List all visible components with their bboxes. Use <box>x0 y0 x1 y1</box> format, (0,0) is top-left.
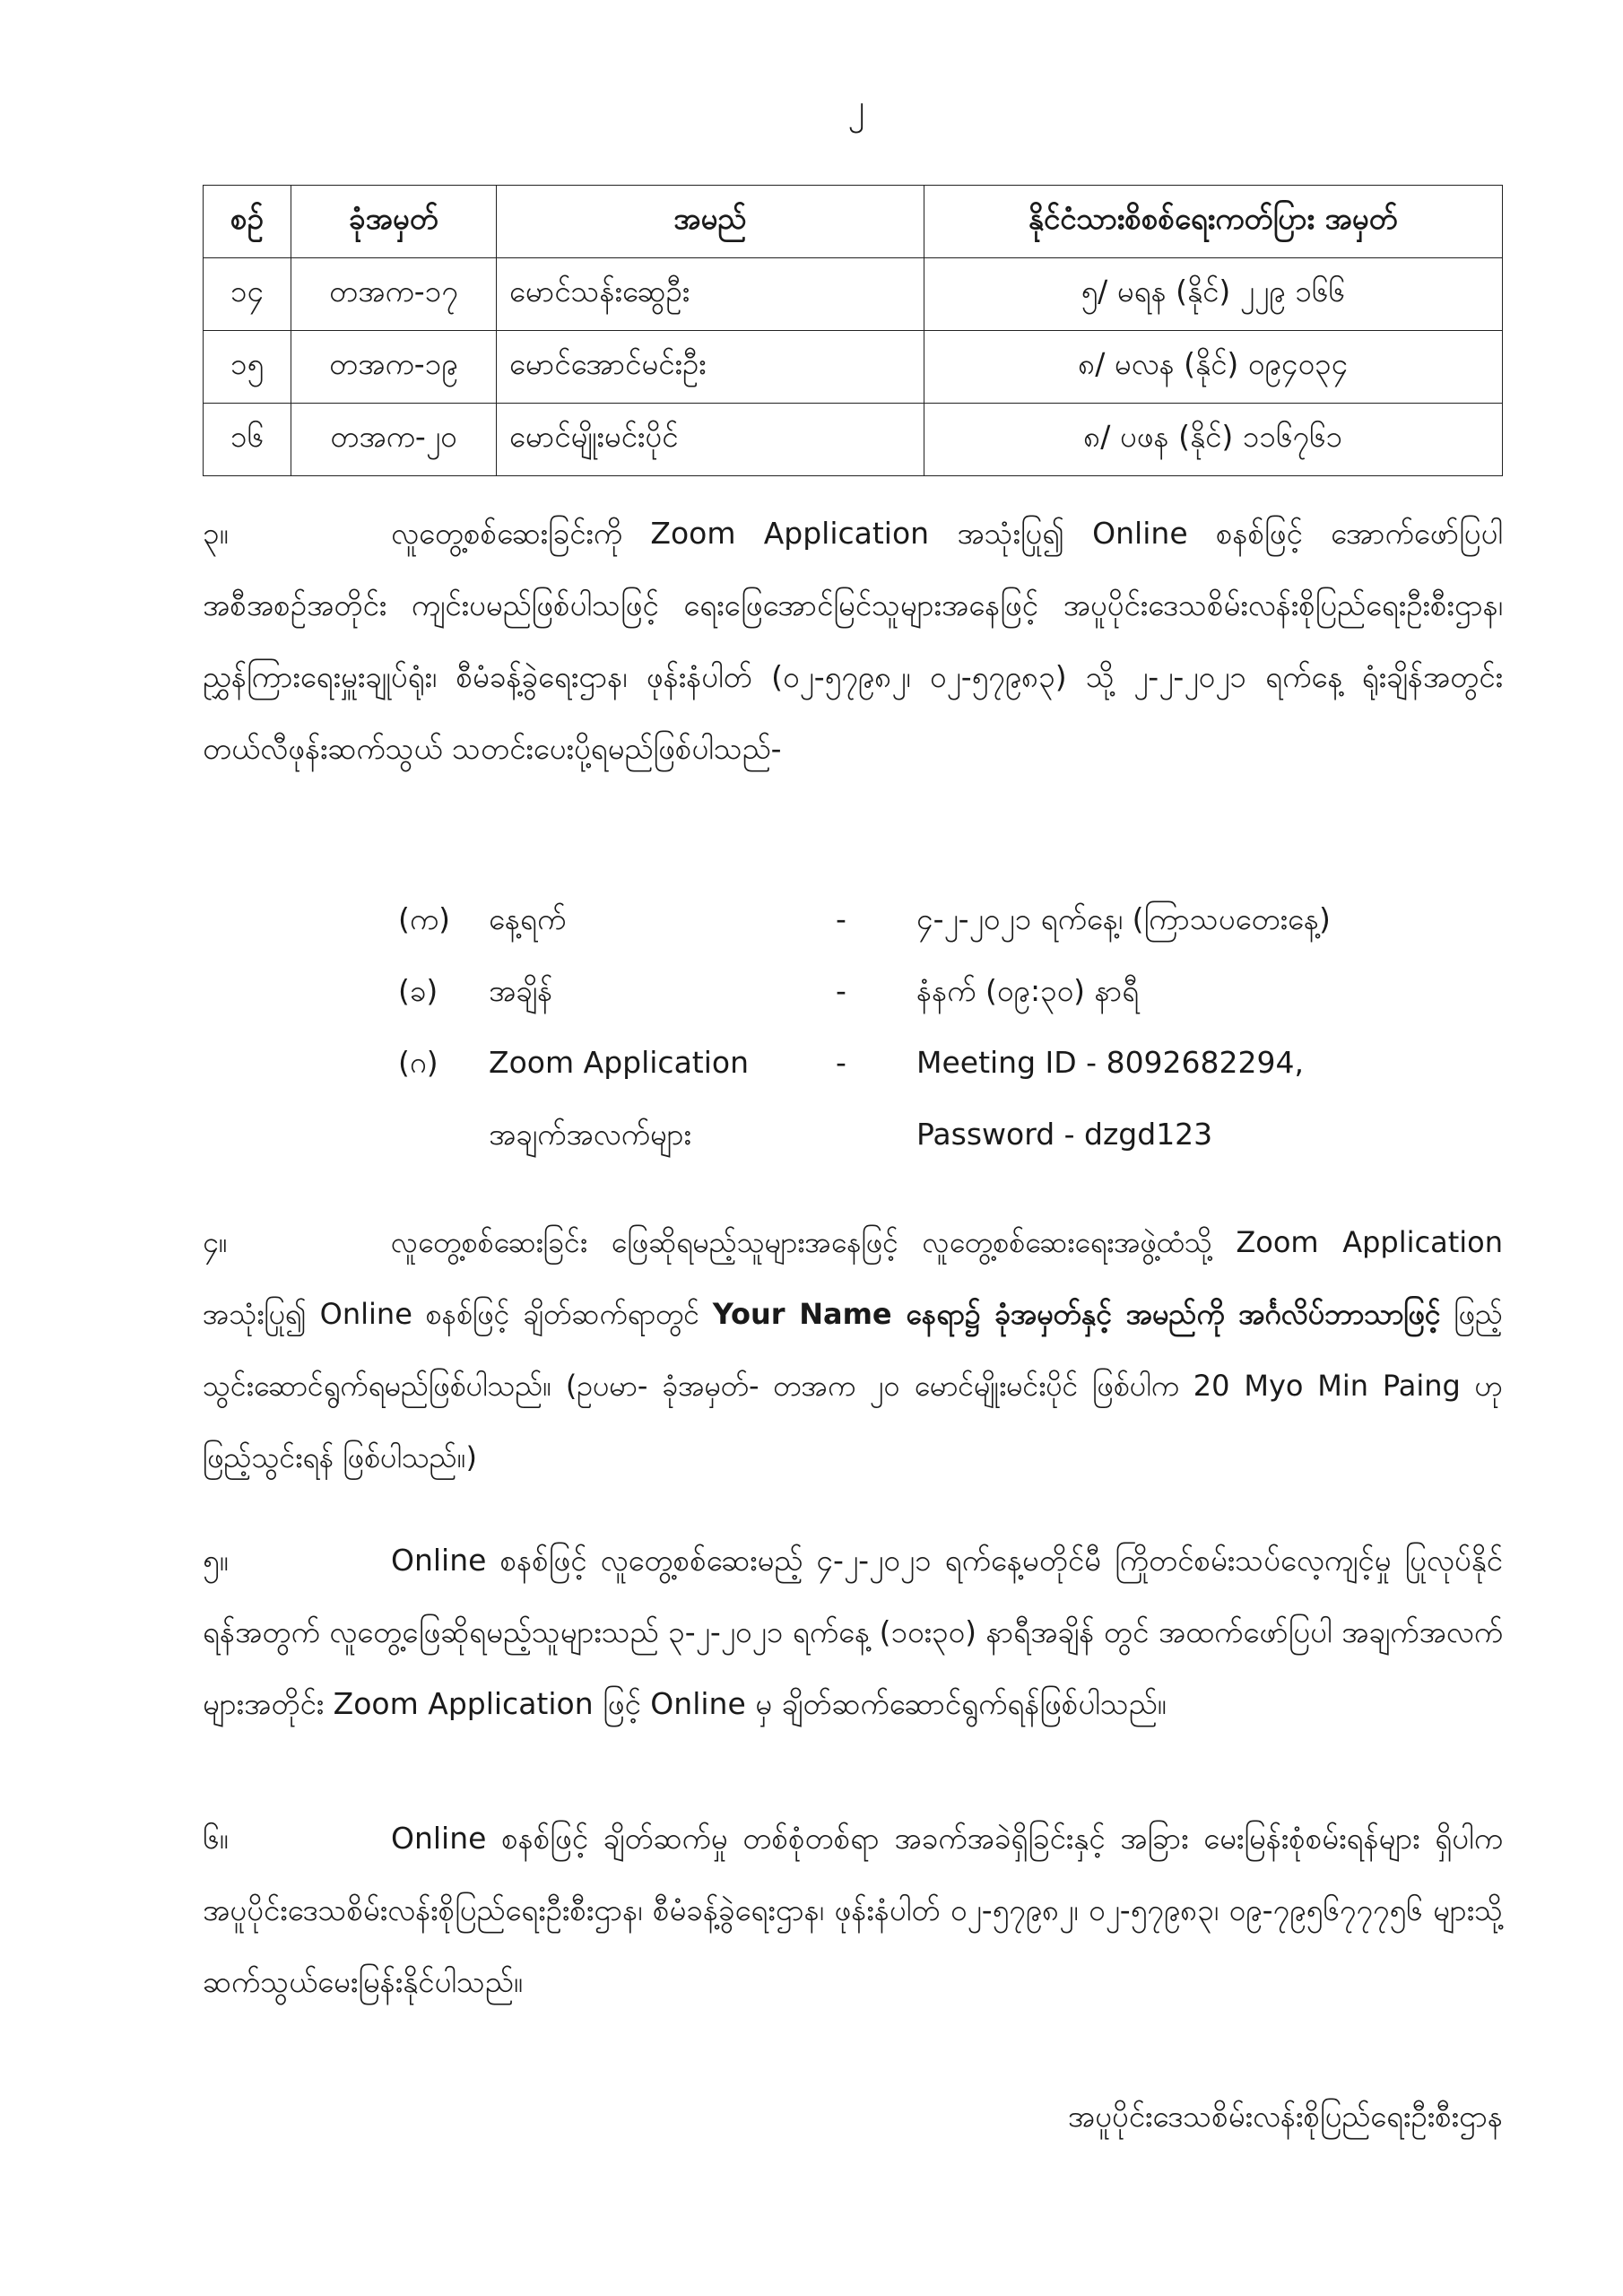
paragraph-4-text-1: လူတွေ့စစ်ဆေးခြင်း ဖြေဆိုရမည့်သူများအနေဖြင့် လူတွေ့စစ်ဆေးရေးအဖွဲ့ထံသို့ Zoom Application အသုံးပြု၍ Online စနစ်ဖြင့် ချိတ်ဆက်ရာတွင် <box>203 1225 1503 1331</box>
cell-roll-number: တအက-၂၀ <box>291 404 496 476</box>
cell-nrc-number: ၈/ ပဖန (နိုင်) ၁၁၆၇၆၁ <box>924 404 1503 476</box>
detail-time-index: (ခ) <box>398 973 438 1008</box>
header-roll-number: ခုံအမှတ် <box>291 186 496 258</box>
paragraph-6 <box>203 1803 1503 2018</box>
cell-roll-number: တအက-၁၇ <box>291 258 496 331</box>
cell-name: မောင်သန်းဆွေဦး <box>496 258 924 331</box>
page-number: ၂ <box>847 87 865 126</box>
cell-serial: ၁၅ <box>204 331 291 404</box>
paragraph-6-text: Online စနစ်ဖြင့် ချိတ်ဆက်မှု တစ်စုံတစ်ရာ အခက်အခဲရှိခြင်းနှင့် အခြား မေးမြန်းစုံစမ်းရန်များ ရှိပါက အပူပိုင်းဒေသစိမ်းလန်းစိုပြည်ရေးဦးစီးဌာန၊ စီမံခန့်ခွဲရေးဌာန၊ ဖုန်းနံပါတ် ၀၂-၅၇၉၈၂၊ ၀၂-၅၇၉၈၃၊ ၀၉-၇၉၅၆၇၇၇၅၆ များသို့ ဆက်သွယ်မေးမြန်းနိုင်ပါသည်။ <box>203 1821 1503 1999</box>
detail-meeting-id: Meeting ID - 8092682294, <box>916 1045 1305 1080</box>
cell-nrc-number: ၈/ မလန (နိုင်) ၀၉၄၀၃၄ <box>924 331 1503 404</box>
detail-time <box>398 955 1503 1027</box>
detail-date-label: နေ့ရက် <box>489 901 567 936</box>
detail-date-value: ၄-၂-၂၀၂၁ ရက်နေ့၊ (ကြာသပတေးနေ့) <box>916 901 1331 936</box>
detail-zoom-info-label: အချက်အလက်များ <box>489 1117 691 1152</box>
detail-zoom-index: (ဂ) <box>398 1045 438 1080</box>
paragraph-3-number: ၃။ <box>203 516 229 551</box>
table-row <box>204 258 1503 331</box>
table-header-row <box>204 186 1503 258</box>
cell-roll-number: တအက-၁၉ <box>291 331 496 404</box>
table-row <box>204 404 1503 476</box>
paragraph-5-number: ၅။ <box>203 1543 229 1578</box>
paragraph-4-number: ၄။ <box>203 1225 228 1259</box>
cell-serial: ၁၄ <box>204 258 291 331</box>
paragraph-4 <box>203 1206 1503 1493</box>
header-nrc-number: နိုင်ငံသားစိစစ်ရေးကတ်ပြား အမှတ် <box>924 186 1503 258</box>
signature-department: အပူပိုင်းဒေသစိမ်းလန်းစိုပြည်ရေးဦးစီးဌာန <box>1067 2099 1503 2134</box>
paragraph-3 <box>203 498 1503 785</box>
paragraph-4-text-2: ဖြည့်သွင်းဆောင်ရွက်ရမည်ဖြစ်ပါသည်။ (ဥပမာ- ခုံအမှတ်- တအက ၂၀ မောင်မျိုးမင်းပိုင် ဖြစ်ပါက 20 Myo Min Paing ဟု ဖြည့်သွင်းရန် ဖြစ်ပါသည်။) <box>203 1297 1504 1474</box>
header-name: အမည် <box>496 186 924 258</box>
detail-date-dash: - <box>836 901 846 936</box>
detail-zoom-info <box>398 1099 1503 1170</box>
detail-password: Password - dzgd123 <box>916 1117 1213 1152</box>
detail-date-index: (က) <box>398 901 451 936</box>
cell-name: မောင်မျိုးမင်းပိုင် <box>496 404 924 476</box>
paragraph-6-number: ၆။ <box>203 1821 229 1856</box>
detail-time-value: နံနက် (၀၉:၃၀) နာရီ <box>916 973 1140 1008</box>
detail-zoom-dash: - <box>836 1045 846 1080</box>
cell-serial: ၁၆ <box>204 404 291 476</box>
detail-zoom-label: Zoom Application <box>489 1045 750 1080</box>
paragraph-4-bold: Your Name နေရာ၌ ခုံအမှတ်နှင့် အမည်ကို အင်္ဂလိပ်ဘာသာဖြင့် <box>712 1297 1441 1331</box>
detail-date <box>398 883 1503 955</box>
detail-time-label: အချိန် <box>489 973 553 1008</box>
paragraph-5 <box>203 1525 1503 1740</box>
detail-zoom <box>398 1027 1503 1099</box>
candidate-table <box>203 185 1503 476</box>
paragraph-5-text: Online စနစ်ဖြင့် လူတွေ့စစ်ဆေးမည့် ၄-၂-၂၀၂၁ ရက်နေ့မတိုင်မီ ကြိုတင်စမ်းသပ်လေ့ကျင့်မှု ပြုလုပ်နိုင်ရန်အတွက် လူတွေ့ဖြေဆိုရမည့်သူများသည် ၃-၂-၂၀၂၁ ရက်နေ့ (၁၀း၃၀) နာရီအချိန် တွင် အထက်ဖော်ပြပါ အချက်အလက်များအတိုင်း Zoom Application ဖြင့် Online မှ ချိတ်ဆက်ဆောင်ရွက်ရန်ဖြစ်ပါသည်။ <box>203 1543 1503 1721</box>
paragraph-3-text: လူတွေ့စစ်ဆေးခြင်းကို Zoom Application အသုံးပြု၍ Online စနစ်ဖြင့် အောက်ဖော်ပြပါ အစီအစဉ်အတိုင်း ကျင်းပမည်ဖြစ်ပါသဖြင့် ရေးဖြေအောင်မြင်သူများအနေဖြင့် အပူပိုင်းဒေသစိမ်းလန်းစိုပြည်ရေးဦးစီးဌာန၊ ညွှန်ကြားရေးမှူးချုပ်ရုံး၊ စီမံခန့်ခွဲရေးဌာန၊ ဖုန်းနံပါတ် (၀၂-၅၇၉၈၂၊ ၀၂-၅၇၉၈၃) သို့ ၂-၂-၂၀၂၁ ရက်နေ့ ရုံးချိန်အတွင်း တယ်လီဖုန်းဆက်သွယ် သတင်းပေးပို့ရမည်ဖြစ်ပါသည်- <box>203 516 1503 766</box>
header-serial: စဉ် <box>204 186 291 258</box>
detail-time-dash: - <box>836 973 846 1008</box>
cell-name: မောင်အောင်မင်းဦး <box>496 331 924 404</box>
cell-nrc-number: ၅/ မရန (နိုင်) ၂၂၉ ၁၆၆ <box>924 258 1503 331</box>
table-row <box>204 331 1503 404</box>
